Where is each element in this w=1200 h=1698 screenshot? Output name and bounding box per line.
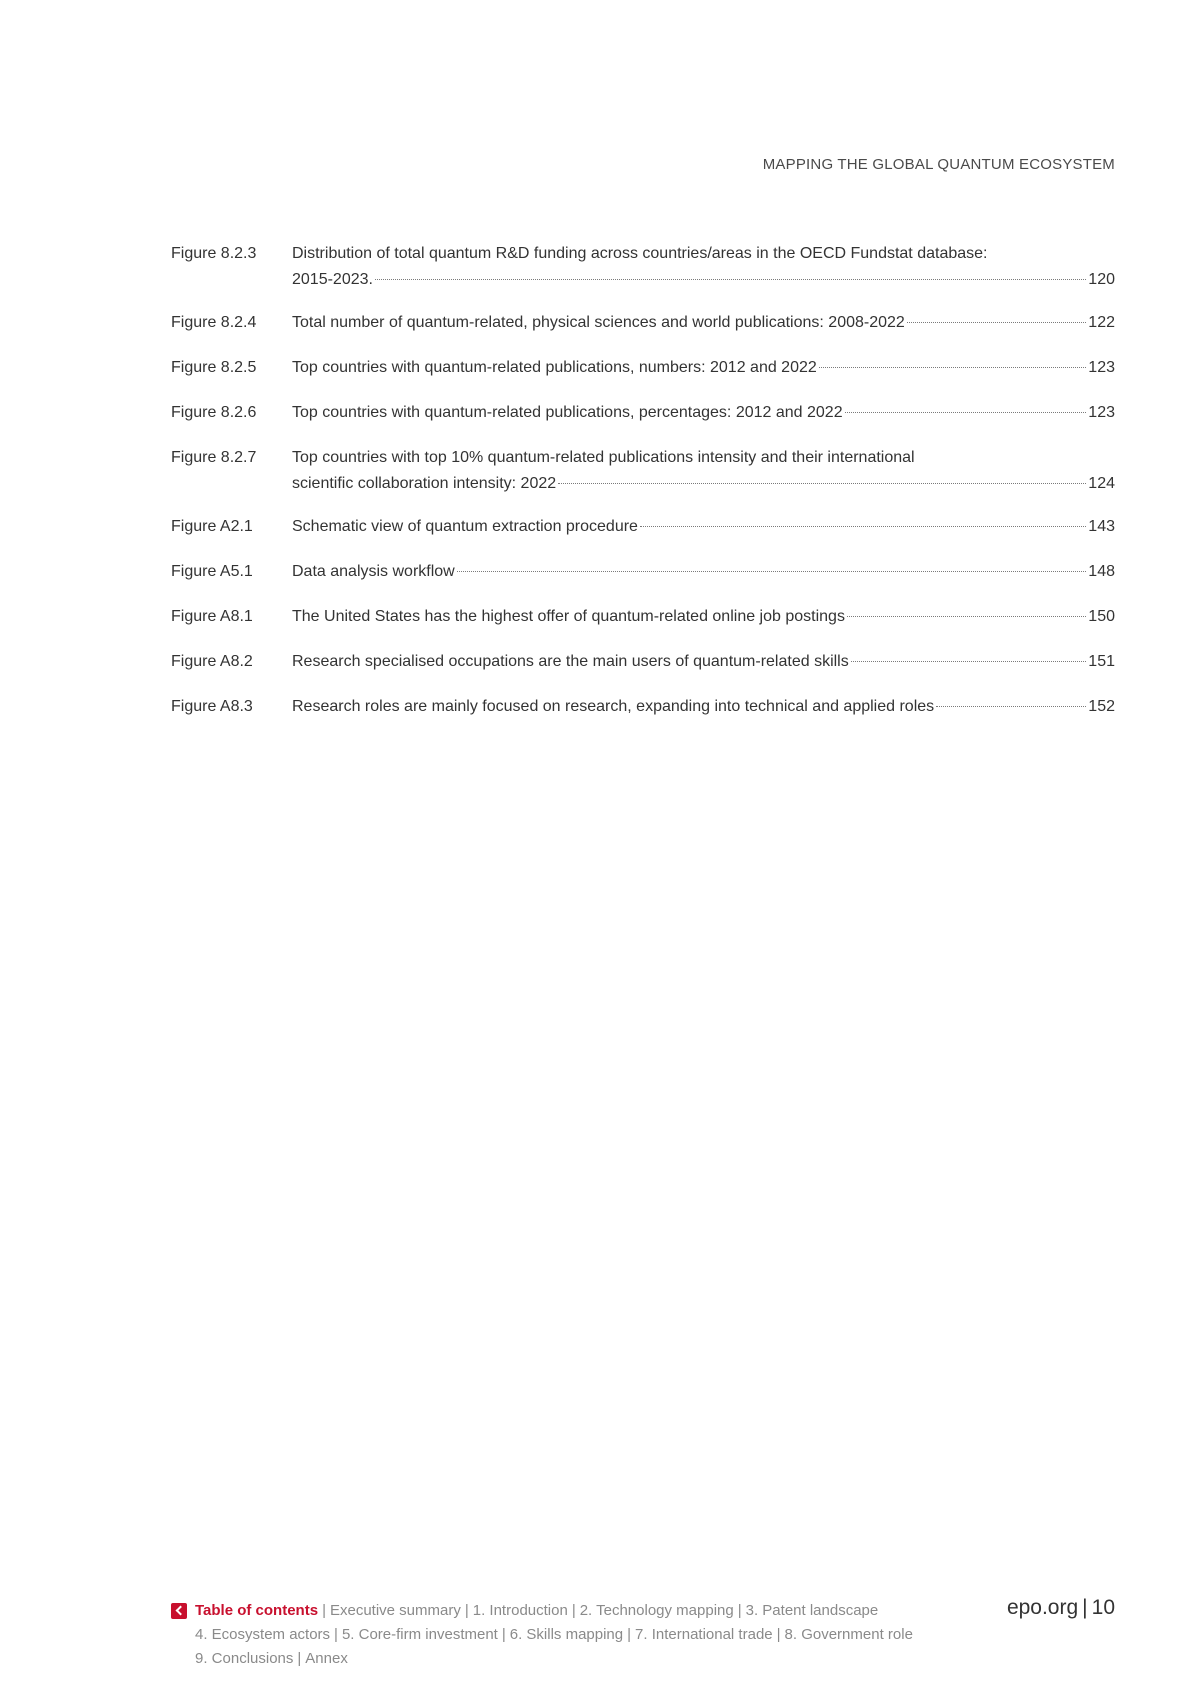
footer-site-and-page — [1007, 1596, 1115, 1620]
figure-entry[interactable] — [171, 514, 1115, 540]
nav-link-international-trade[interactable]: 7. International trade — [635, 1626, 773, 1643]
figure-label: Figure 8.2.7 — [171, 449, 257, 466]
page-number: 10 — [1091, 1596, 1115, 1619]
separator: | — [297, 1650, 302, 1667]
dot-leader — [907, 322, 1086, 323]
nav-link-annex[interactable]: Annex — [305, 1650, 348, 1667]
figure-entry[interactable] — [171, 355, 1115, 381]
figure-title: Top countries with quantum-related publications, percentages: 2012 and 2022 — [292, 404, 843, 421]
figure-title: The United States has the highest offer of quantum-related online job postings — [292, 608, 845, 625]
dot-leader — [457, 571, 1087, 572]
figure-title: Top countries with quantum-related publications, numbers: 2012 and 2022 — [292, 359, 817, 376]
figure-entry[interactable] — [171, 559, 1115, 585]
figure-page-number[interactable]: 148 — [1088, 563, 1115, 580]
figure-entry[interactable] — [171, 649, 1115, 675]
table-of-contents-link[interactable]: Table of contents — [195, 1602, 319, 1619]
nav-link-ecosystem-actors[interactable]: 4. Ecosystem actors — [195, 1626, 331, 1643]
figure-label: Figure A8.1 — [171, 608, 253, 625]
dot-leader — [851, 661, 1087, 662]
dot-leader — [819, 367, 1087, 368]
figure-entry[interactable] — [171, 694, 1115, 720]
page-footer — [171, 1596, 1115, 1679]
figure-label: Figure A8.2 — [171, 653, 253, 670]
list-of-figures — [171, 241, 1115, 739]
figure-label: Figure A8.3 — [171, 698, 253, 715]
figure-label: Figure A2.1 — [171, 518, 253, 535]
figure-title: Schematic view of quantum extraction procedure — [292, 518, 638, 535]
dot-leader — [845, 412, 1087, 413]
figure-page-number[interactable]: 123 — [1088, 404, 1115, 421]
figure-page-number[interactable]: 124 — [1088, 475, 1115, 492]
figure-label: Figure 8.2.5 — [171, 359, 257, 376]
nav-link-skills-mapping[interactable]: 6. Skills mapping — [509, 1626, 624, 1643]
separator: | — [776, 1626, 781, 1643]
figure-title: Data analysis workflow — [292, 563, 455, 580]
figure-page-number[interactable]: 123 — [1088, 359, 1115, 376]
separator: | — [571, 1602, 576, 1619]
separator: | — [501, 1626, 506, 1643]
dot-leader — [558, 483, 1086, 484]
figure-title: Research specialised occupations are the main users of quantum-related skills — [292, 653, 849, 670]
nav-link-executive-summary[interactable]: Executive summary — [329, 1602, 461, 1619]
nav-link-government-role[interactable]: 8. Government role — [784, 1626, 913, 1643]
separator: | — [464, 1602, 469, 1619]
running-header: MAPPING THE GLOBAL QUANTUM ECOSYSTEM — [762, 156, 1115, 173]
figure-page-number[interactable]: 143 — [1088, 518, 1115, 535]
figure-entry[interactable] — [171, 241, 1115, 293]
dot-leader — [847, 616, 1086, 617]
page-separator: | — [1082, 1596, 1088, 1619]
figure-entry[interactable] — [171, 400, 1115, 426]
figure-page-number[interactable]: 152 — [1088, 698, 1115, 715]
figure-title: Research roles are mainly focused on research, expanding into technical and applied roles — [292, 698, 935, 715]
footer-navigation — [171, 1599, 913, 1671]
figure-page-number[interactable]: 151 — [1088, 653, 1115, 670]
chevron-left-icon[interactable] — [171, 1603, 187, 1619]
figure-page-number[interactable]: 122 — [1088, 314, 1115, 331]
figure-label: Figure 8.2.6 — [171, 404, 257, 421]
dot-leader — [936, 706, 1086, 707]
separator: | — [334, 1626, 338, 1643]
nav-link-technology-mapping[interactable]: 2. Technology mapping — [579, 1602, 734, 1619]
site-name[interactable]: epo.org — [1006, 1596, 1079, 1619]
figure-page-number[interactable]: 120 — [1088, 271, 1115, 288]
figure-entry[interactable] — [171, 445, 1115, 497]
dot-leader — [375, 279, 1086, 280]
nav-link-patent-landscape[interactable]: 3. Patent landscape — [745, 1602, 879, 1619]
figure-title: Total number of quantum-related, physical sciences and world publications: 2008-2022 — [292, 314, 905, 331]
figure-label: Figure A5.1 — [171, 563, 253, 580]
figure-title: Top countries with top 10% quantum-related publications intensity and their international — [292, 449, 915, 466]
nav-link-conclusions[interactable]: 9. Conclusions — [195, 1650, 294, 1667]
separator: | — [627, 1626, 632, 1643]
separator: | — [322, 1602, 326, 1619]
figure-label: Figure 8.2.4 — [171, 314, 257, 331]
dot-leader — [640, 526, 1086, 527]
figure-entry[interactable] — [171, 310, 1115, 336]
separator: | — [737, 1602, 742, 1619]
nav-link-core-firm-investment[interactable]: 5. Core-firm investment — [341, 1626, 498, 1643]
figure-page-number[interactable]: 150 — [1088, 608, 1115, 625]
figure-title: scientific collaboration intensity: 2022 — [292, 475, 557, 492]
figure-title: 2015-2023. — [292, 271, 373, 288]
figure-title: Distribution of total quantum R&D funding across countries/areas in the OECD Fundstat database: — [292, 245, 988, 262]
figure-entry[interactable] — [171, 604, 1115, 630]
figure-label: Figure 8.2.3 — [171, 245, 257, 262]
nav-link-introduction[interactable]: 1. Introduction — [472, 1602, 568, 1619]
